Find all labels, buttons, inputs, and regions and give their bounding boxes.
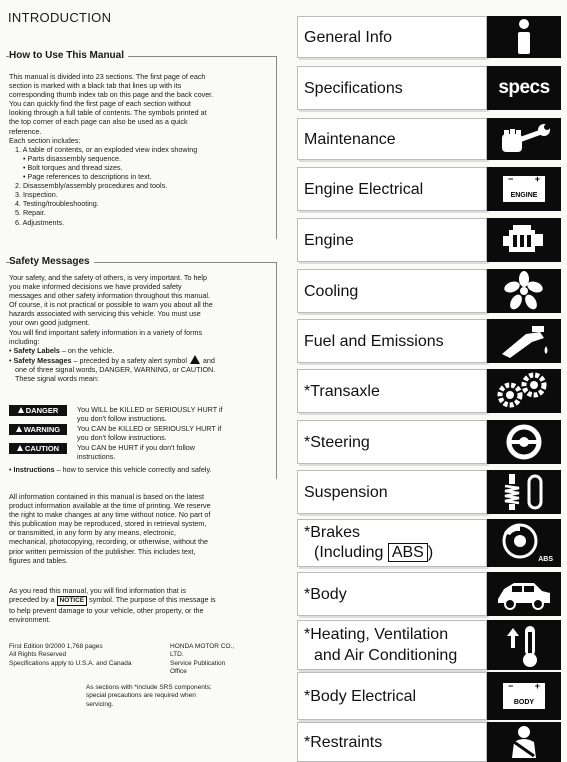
- tab-label-line1: *Heating, Ventilation: [304, 626, 449, 643]
- text-line: environment.: [9, 615, 51, 625]
- text-line: You WILL be KILLED or SERIOUSLY HURT if: [77, 405, 223, 414]
- safety-body: [9, 273, 215, 383]
- text-line: reference.: [9, 126, 42, 136]
- safety-messages-and: and: [202, 355, 215, 365]
- text-line: Specifications apply to U.S.A. and Canada: [9, 659, 132, 667]
- safety-messages-item: • Safety Messages – preceded by a safety alert symbol and: [9, 355, 215, 365]
- text-line: Service Publication: [170, 659, 226, 667]
- tab-brakes[interactable]: [294, 519, 567, 567]
- danger-description: [77, 405, 277, 423]
- text-line: Office: [170, 668, 187, 676]
- caution-word: CAUTION: [24, 444, 60, 453]
- tab-label-line2: and Air Conditioning: [314, 647, 458, 664]
- tab-label: [297, 519, 487, 567]
- safety-alert-icon: [190, 355, 200, 364]
- text-line: this publication may be reproduced, stored in retrieval system,: [9, 519, 207, 529]
- text-line: you don't follow instructions.: [77, 433, 167, 442]
- tab-steering[interactable]: [294, 420, 567, 464]
- safety-labels-term: Safety Labels: [13, 345, 60, 355]
- text-line: the top corner of each page can also be used as a quick: [9, 117, 188, 127]
- list-item: 6. Adjustments.: [15, 217, 65, 227]
- text-line: All Rights Reserved: [9, 651, 67, 659]
- tab-cooling[interactable]: [294, 269, 567, 313]
- notice-pre: preceded by a: [9, 595, 55, 605]
- list-item: 2. Disassembly/assembly procedures and tools.: [15, 181, 168, 191]
- how-to-body: [9, 72, 213, 227]
- publisher-info: [170, 643, 234, 677]
- text-line: You can quickly find the first page of each section without: [9, 99, 191, 109]
- text-line: As you read this manual, you will find information that is: [9, 586, 186, 595]
- text-line: product information available at the time of printing. We reserve: [9, 501, 211, 511]
- steering-wheel-icon: [487, 420, 561, 464]
- text-line: or transmitted, in any form by any means, electronic,: [9, 528, 176, 538]
- safety-messages-term: Safety Messages: [13, 355, 72, 365]
- text-line: This manual is divided into 23 sections. The first page of each: [9, 72, 206, 81]
- thermometer-icon: [487, 620, 561, 670]
- tab-fuel-emissions[interactable]: [294, 319, 567, 363]
- text-line: you don't follow instructions.: [77, 414, 167, 423]
- tab-label: Maintenance: [297, 118, 487, 160]
- tab-hvac[interactable]: [294, 620, 567, 670]
- list-item: 5. Repair.: [15, 208, 46, 218]
- brake-abs-text: ABS: [538, 556, 553, 563]
- alert-icon: [16, 426, 22, 432]
- instructions-desc: – how to service this vehicle correctly and safely.: [54, 465, 212, 474]
- text-line: looking through a full table of contents. The symbols printed at: [9, 108, 207, 118]
- warning-description: [77, 424, 277, 442]
- battery-plus: +: [534, 174, 540, 184]
- instructions-term: Instructions: [13, 465, 55, 474]
- tab-label: *Steering: [297, 420, 487, 464]
- text-line: First Edition 9/2000 1,768 pages: [9, 643, 103, 650]
- brake-disc-icon: [487, 519, 561, 567]
- battery-minus: −: [508, 174, 514, 184]
- text-line: corresponding thumb index tab on this page and the back cover.: [9, 90, 214, 100]
- notice-info: [9, 586, 216, 624]
- tab-label-line1: *Brakes: [304, 524, 361, 541]
- text-line: you make informed decisions we have provided safety: [9, 282, 182, 292]
- tab-label-post: ): [427, 544, 434, 561]
- tab-label: Specifications: [297, 66, 487, 110]
- tab-label: Cooling: [297, 269, 487, 313]
- tab-label: Fuel and Emissions: [297, 319, 487, 363]
- text-line: hazards associated with servicing this vehicle. You must use: [9, 309, 201, 319]
- tab-label-pre: (Including: [314, 544, 384, 561]
- battery-engine-icon: [487, 167, 561, 211]
- tab-general-info[interactable]: [294, 16, 567, 58]
- battery-minus: −: [508, 681, 514, 691]
- tab-restraints[interactable]: [294, 722, 567, 762]
- tab-label: Engine: [297, 218, 487, 262]
- notice-post: symbol. The purpose of this message is: [89, 595, 216, 605]
- battery-body: [503, 176, 545, 202]
- text-line: servicing.: [86, 700, 114, 708]
- srs-note: [86, 684, 212, 709]
- text-line: LTD.: [170, 651, 184, 659]
- battery-body: [503, 683, 545, 709]
- text-line: the right to make changes at any time without notice. No part of: [9, 510, 211, 520]
- text-line: HONDA MOTOR CO.,: [170, 643, 235, 650]
- battery-label: BODY: [513, 699, 535, 706]
- text-line: to help prevent damage to your vehicle, other property, or the: [9, 606, 204, 616]
- list-item: • Bolt torques and thread sizes.: [23, 162, 123, 172]
- tab-label: *Body Electrical: [297, 672, 487, 720]
- text-line: figures and tables.: [9, 555, 68, 565]
- tab-engine-electrical[interactable]: [294, 167, 567, 211]
- text-line: You CAN be KILLED or SERIOUSLY HURT if: [77, 424, 222, 433]
- list-item: 3. Inspection.: [15, 190, 58, 200]
- text-line: Of course, it is not practical or possible to warn you about all the: [9, 300, 213, 310]
- text-line: mechanical, photocopying, recording, or otherwise, without the: [9, 537, 208, 547]
- text-line: You will find important safety information in a variety of forms: [9, 327, 203, 337]
- text-line: As sections with *include SRS components;: [86, 684, 212, 691]
- text-line: including:: [9, 336, 40, 346]
- battery-label: ENGINE: [510, 192, 538, 199]
- abs-badge: ABS: [388, 543, 428, 562]
- text-line: section is marked with a black tab that lines up with its: [9, 81, 182, 91]
- tab-label: General Info: [297, 16, 487, 58]
- safety-title: Safety Messages: [9, 256, 94, 267]
- danger-word: DANGER: [25, 406, 59, 415]
- how-to-title: How to Use This Manual: [9, 50, 128, 61]
- warning-word: WARNING: [23, 425, 61, 434]
- instructions-item: • Instructions – how to service this vehicle correctly and safely.: [9, 465, 212, 474]
- tab-suspension[interactable]: [294, 470, 567, 514]
- tab-engine[interactable]: [294, 218, 567, 262]
- safety-labels-item: • Safety Labels – on the vehicle.: [9, 345, 115, 355]
- fuel-nozzle-icon: [487, 319, 561, 363]
- car-body-icon: [487, 572, 561, 616]
- tab-body[interactable]: [294, 572, 567, 616]
- specs-icon: [487, 66, 561, 110]
- safety-labels-desc: – on the vehicle.: [59, 345, 115, 355]
- caution-description: [77, 443, 277, 461]
- page-title: INTRODUCTION: [8, 10, 112, 25]
- tab-body-electrical[interactable]: [294, 672, 567, 720]
- battery-plus: +: [534, 681, 540, 691]
- tab-label: [297, 620, 487, 670]
- engine-icon: [487, 218, 561, 262]
- tab-transaxle[interactable]: [294, 369, 567, 413]
- caution-signal-badge: [9, 443, 67, 454]
- wrench-fist-icon: [487, 118, 561, 160]
- list-item: • Page references to descriptions in text.: [23, 172, 152, 182]
- list-item: 4. Testing/troubleshooting.: [15, 199, 99, 209]
- alert-icon: [18, 407, 24, 413]
- edition-info: [9, 643, 132, 668]
- text-line: your own good judgment.: [9, 318, 90, 328]
- tab-label-line2: [304, 543, 433, 563]
- text-line: Each section includes:: [9, 135, 81, 145]
- info-icon: [487, 16, 561, 58]
- gears-icon: [487, 369, 561, 413]
- fan-icon: [487, 269, 561, 313]
- text-line: messages and other safety information throughout this manual.: [9, 291, 210, 301]
- notice-badge: NOTICE: [57, 596, 88, 606]
- text-line: Your safety, and the safety of others, is very important. To help: [9, 273, 208, 282]
- text-line: You CAN be HURT if you don't follow: [77, 443, 195, 452]
- tab-label: *Transaxle: [297, 369, 487, 413]
- battery-body-icon: [487, 672, 561, 720]
- shock-absorber-icon: [487, 470, 561, 514]
- text-line: All information contained in this manual is based on the latest: [9, 492, 204, 501]
- text-line: special precautions are required when: [86, 692, 196, 700]
- text-line: These signal words mean:: [15, 374, 99, 384]
- list-item: 1. A table of contents, or an exploded view index showing: [15, 144, 198, 154]
- alert-icon: [17, 445, 23, 451]
- tab-label: *Body: [297, 572, 487, 616]
- text-line: prior written permission of the publisher. This includes text,: [9, 546, 196, 556]
- tab-specifications[interactable]: [294, 66, 567, 110]
- tab-label: *Restraints: [297, 722, 487, 762]
- text-line: one of three signal words, DANGER, WARNING, or CAUTION.: [15, 364, 216, 374]
- copyright-info: [9, 492, 211, 565]
- tab-label: Suspension: [297, 470, 487, 514]
- warning-signal-badge: [9, 424, 67, 435]
- text-line: instructions.: [77, 452, 116, 461]
- list-item: • Parts disassembly sequence.: [23, 153, 121, 163]
- safety-messages-desc: – preceded by a safety alert symbol: [71, 355, 187, 365]
- tab-label: Engine Electrical: [297, 167, 487, 211]
- text-line: [9, 595, 216, 606]
- danger-signal-badge: [9, 405, 67, 416]
- specs-icon-text: specs: [498, 77, 550, 98]
- tab-maintenance[interactable]: [294, 118, 567, 160]
- seatbelt-icon: [487, 722, 561, 762]
